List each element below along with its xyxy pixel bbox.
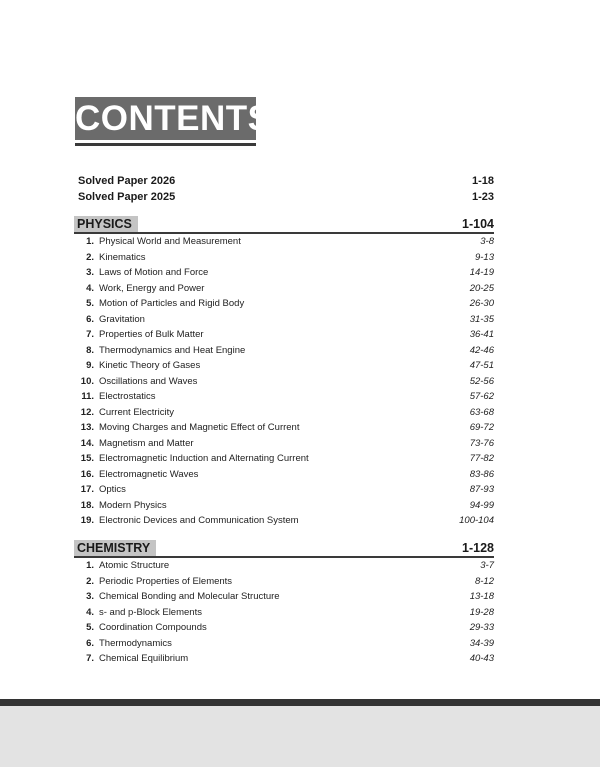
toc-row[interactable] bbox=[74, 358, 494, 374]
chapter-pages: 36-41 bbox=[469, 329, 494, 341]
toc-row[interactable] bbox=[74, 234, 494, 250]
chapter-pages: 94-99 bbox=[469, 499, 494, 511]
chapter-number: 11. bbox=[81, 391, 94, 403]
toc-row[interactable] bbox=[74, 250, 494, 266]
chapter-pages: 14-19 bbox=[469, 267, 494, 279]
toc-row[interactable] bbox=[74, 574, 494, 590]
chapter-pages: 87-93 bbox=[469, 484, 494, 496]
chapter-pages: 3-8 bbox=[480, 236, 494, 248]
chapter-pages: 73-76 bbox=[469, 437, 494, 449]
chapter-title: Physical World and Measurement bbox=[99, 236, 241, 248]
toc-row[interactable] bbox=[74, 636, 494, 652]
section-page-range: 1-128 bbox=[462, 541, 494, 555]
chapter-pages: 40-43 bbox=[469, 653, 494, 665]
toc-row[interactable] bbox=[74, 605, 494, 621]
chapter-number: 1. bbox=[86, 236, 94, 248]
solved-paper-pages: 1-18 bbox=[471, 175, 494, 187]
page-title: CONTENTS bbox=[75, 99, 272, 138]
chapter-pages: 3-7 bbox=[480, 560, 494, 572]
toc-row[interactable] bbox=[74, 343, 494, 359]
title-underline bbox=[75, 143, 256, 146]
footer-bar bbox=[0, 699, 600, 706]
chapter-number: 14. bbox=[80, 437, 94, 449]
chapter-number: 5. bbox=[86, 622, 94, 634]
chapter-title: Gravitation bbox=[99, 313, 145, 325]
chapter-pages: 9-13 bbox=[474, 251, 494, 263]
chapter-title: Optics bbox=[99, 484, 126, 496]
chapter-pages: 19-28 bbox=[469, 606, 494, 618]
chapter-pages: 77-82 bbox=[469, 453, 494, 465]
chapter-number: 10. bbox=[80, 375, 94, 387]
chapter-title: Electronic Devices and Communication System bbox=[99, 515, 299, 527]
chapter-title: s- and p-Block Elements bbox=[99, 606, 202, 618]
chapter-title: Kinematics bbox=[99, 251, 146, 263]
chapter-pages: 52-56 bbox=[469, 375, 494, 387]
toc-row[interactable] bbox=[74, 558, 494, 574]
toc-row[interactable] bbox=[74, 281, 494, 297]
chapter-pages: 20-25 bbox=[469, 282, 494, 294]
toc-row[interactable] bbox=[74, 420, 494, 436]
chapter-title: Oscillations and Waves bbox=[99, 375, 198, 387]
chapter-number: 12. bbox=[80, 406, 94, 418]
physics-chapter-list bbox=[74, 234, 494, 529]
solved-paper-2026-entry[interactable] bbox=[78, 173, 494, 189]
chapter-title: Modern Physics bbox=[99, 499, 167, 511]
chapter-number: 7. bbox=[86, 653, 94, 665]
chapter-number: 17. bbox=[80, 484, 94, 496]
chapter-title: Laws of Motion and Force bbox=[99, 267, 209, 279]
chapter-title: Work, Energy and Power bbox=[99, 282, 205, 294]
chapter-title: Electromagnetic Induction and Alternating Current bbox=[99, 453, 309, 465]
chapter-number: 6. bbox=[86, 313, 94, 325]
chapter-number: 8. bbox=[86, 344, 94, 356]
chapter-number: 7. bbox=[86, 329, 94, 341]
solved-paper-label: Solved Paper 2026 bbox=[78, 175, 176, 187]
chapter-pages: 34-39 bbox=[469, 637, 494, 649]
chapter-title: Chemical Equilibrium bbox=[99, 653, 189, 665]
toc-row[interactable] bbox=[74, 405, 494, 421]
chapter-title: Thermodynamics bbox=[99, 637, 172, 649]
chapter-number: 13. bbox=[80, 422, 94, 434]
toc-row[interactable] bbox=[74, 467, 494, 483]
chapter-title: Electrostatics bbox=[99, 391, 156, 403]
chapter-title: Current Electricity bbox=[99, 406, 174, 418]
chapter-number: 5. bbox=[86, 298, 94, 310]
chapter-number: 15. bbox=[80, 453, 94, 465]
chapter-number: 9. bbox=[86, 360, 94, 372]
chapter-pages: 100-104 bbox=[459, 515, 494, 527]
chapter-pages: 57-62 bbox=[469, 391, 494, 403]
chapter-pages: 26-30 bbox=[469, 298, 494, 310]
toc-row[interactable] bbox=[74, 296, 494, 312]
chapter-pages: 63-68 bbox=[469, 406, 494, 418]
chapter-number: 2. bbox=[86, 575, 94, 587]
chapter-title: Thermodynamics and Heat Engine bbox=[99, 344, 246, 356]
chapter-number: 18. bbox=[80, 499, 94, 511]
chapter-number: 3. bbox=[86, 591, 94, 603]
chapter-pages: 69-72 bbox=[469, 422, 494, 434]
toc-row[interactable] bbox=[74, 389, 494, 405]
chapter-title: Chemical Bonding and Molecular Structure bbox=[99, 591, 280, 603]
chapter-number: 2. bbox=[86, 251, 94, 263]
toc-row[interactable] bbox=[74, 589, 494, 605]
chapter-pages: 31-35 bbox=[469, 313, 494, 325]
chapter-title: Properties of Bulk Matter bbox=[99, 329, 204, 341]
chapter-number: 4. bbox=[86, 282, 94, 294]
footer-area bbox=[0, 706, 600, 767]
chapter-number: 16. bbox=[80, 468, 94, 480]
chapter-pages: 47-51 bbox=[469, 360, 494, 372]
toc-row[interactable] bbox=[74, 327, 494, 343]
section-page-range: 1-104 bbox=[462, 217, 494, 231]
solved-paper-label: Solved Paper 2025 bbox=[78, 191, 176, 203]
chapter-title: Electromagnetic Waves bbox=[99, 468, 199, 480]
toc-row[interactable] bbox=[74, 498, 494, 514]
chapter-number: 6. bbox=[86, 637, 94, 649]
chapter-title: Coordination Compounds bbox=[99, 622, 207, 634]
toc-row[interactable] bbox=[74, 374, 494, 390]
chemistry-chapter-list bbox=[74, 558, 494, 667]
chapter-title: Moving Charges and Magnetic Effect of Current bbox=[99, 422, 300, 434]
chapter-pages: 42-46 bbox=[469, 344, 494, 356]
toc-row[interactable] bbox=[74, 436, 494, 452]
chapter-number: 1. bbox=[86, 560, 94, 572]
chapter-number: 3. bbox=[86, 267, 94, 279]
toc-row[interactable] bbox=[74, 482, 494, 498]
toc-row[interactable] bbox=[74, 451, 494, 467]
chapter-title: Periodic Properties of Elements bbox=[99, 575, 233, 587]
chapter-title: Magnetism and Matter bbox=[99, 437, 194, 449]
section-name: PHYSICS bbox=[74, 216, 138, 232]
physics-section-header bbox=[74, 216, 494, 234]
chapter-title: Motion of Particles and Rigid Body bbox=[99, 298, 245, 310]
toc-row[interactable] bbox=[74, 312, 494, 328]
toc-row[interactable] bbox=[74, 620, 494, 636]
chapter-number: 4. bbox=[86, 606, 94, 618]
toc-row[interactable] bbox=[74, 651, 494, 667]
chapter-pages: 8-12 bbox=[474, 575, 494, 587]
chapter-number: 19. bbox=[80, 515, 94, 527]
toc-row[interactable] bbox=[74, 265, 494, 281]
chapter-title: Kinetic Theory of Gases bbox=[99, 360, 201, 372]
chapter-pages: 29-33 bbox=[469, 622, 494, 634]
solved-paper-2025-entry[interactable] bbox=[78, 189, 494, 205]
chapter-title: Atomic Structure bbox=[99, 560, 170, 572]
chemistry-section-header bbox=[74, 540, 494, 558]
chapter-pages: 83-86 bbox=[469, 468, 494, 480]
solved-paper-pages: 1-23 bbox=[471, 191, 494, 203]
toc-row[interactable] bbox=[74, 513, 494, 529]
chapter-pages: 13-18 bbox=[469, 591, 494, 603]
section-name: CHEMISTRY bbox=[74, 540, 156, 556]
